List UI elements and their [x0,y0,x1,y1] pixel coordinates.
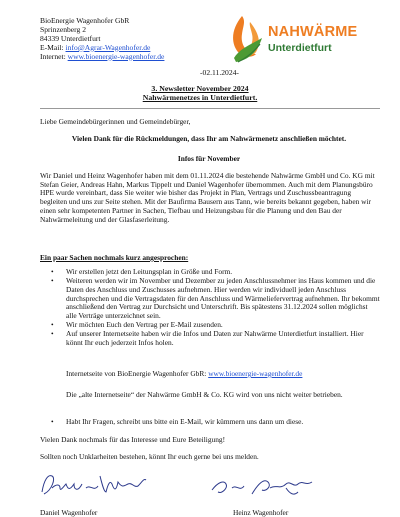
signature-name-heinz: Heinz Wagenhofer [233,508,289,517]
logo-brand-text: NAHWÄRME [268,24,358,40]
list-item: • Wir erstellen jetzt den Leitungsplan in Größe und Form. [40,268,380,277]
nahwaerme-logo [228,8,388,70]
website-link[interactable]: www.bioenergie-wagenhofer.de [67,51,165,61]
logo-place-text: Unterdietfurt [268,42,332,54]
sender-street: Sprinzenberg 2 [40,24,87,34]
newsletter-title-line1: 3. Newsletter November 2024 [151,84,249,93]
bullet-list [40,268,380,348]
old-site-note: Die „alte Internetseite“ der Nahwärme GmbH & Co. KG wird von uns nicht weiter betrieben. [66,390,343,399]
newsletter-title [0,85,400,103]
flame-icon [228,8,268,68]
sender-address [40,17,164,62]
list-item: • Auf unserer Internetseite haben wir die Infos und Daten zur Nahwärme Unterdietfurt installiert. Hier könnt Ihr euch jederzeit Infos holen. [40,330,380,347]
closing-thanks: Vielen Dank nochmals für das Interesse und Eure Beteiligung! [40,435,226,444]
sender-city: 84339 Unterdietfurt [40,33,101,43]
email-label: E-Mail: [40,42,64,52]
intro-paragraph: Wir Daniel und Heinz Wagenhofer haben mit dem 01.11.2024 die bestehende Nahwärme GmbH und Co. KG mit Stefan Geier, Andreas Hahn, Markus Tippelt und Daniel Wagenhofer übernommen. Auch mit dem Planungsbüro HPE wurde vereinbart, dass Sie weiter wie bisher das Projekt in Plan, Vertrags und Zuschussbeantragung begleiten und uns zur Seite stehen. Mit der Baufirma Bausern aus Tann, wie bereits bekannt gegeben, haben wir einen sehr kompetenten Partner in Sachen, Tiefbau und Heizungsbau für die Planung und den Bau der Nahwärmeleitung und der Glasfaserleitung. [40,171,375,224]
info-heading: Infos für November [177,154,241,163]
divider-line [40,108,380,109]
list-item: • Habt Ihr Fragen, schreibt uns bitte ein E-Mail, wir kümmern uns dann um diese. [40,418,380,427]
website-note [66,370,378,379]
website-note-label: Internetseite von BioEnergie Wagenhofer GbR: [66,369,207,378]
letter-date: -02.11.2024- [200,68,239,77]
sender-internet-line [40,53,164,62]
bullet-list-last [40,418,380,427]
salutation: Liebe Gemeindebürgerinnen und Gemeindebürger, [40,117,191,126]
list-item: • Wir möchten Euch den Vertrag per E-Mail zusenden. [40,321,380,330]
email-link[interactable]: info@Agrar-Wagenhofer.de [65,42,151,52]
internet-label: Internet: [40,51,66,61]
newsletter-title-line2: Nahwärmenetzes in Unterdietfurt. [142,92,258,102]
points-heading: Ein paar Sachen nochmals kurz angesprochen: [40,253,189,262]
signature-daniel [38,470,148,500]
sender-company: BioEnergie Wagenhofer GbR [40,16,130,25]
closing-contact: Sollten noch Unklarheiten bestehen, könnt Ihr euch gerne bei uns melden. [40,452,259,461]
list-item: • Weiteren werden wir im November und Dezember zu jeden Anschlussnehmer ins Haus kommen und die Daten des Anschluss und Zuschusses aufnehmen. Hier werden wir individuell jeden Anschluss durchsprechen und die Vertragsdaten für den Anschluss und Wärmeliefervertrag aufnehmen. Ihr bekommt anschließend den Vertrag zur Durchsicht und Unterschrift. Bis spätestens 31.12.2024 sollen möglichst alle Verträge unterzeichnet sein. [40,277,380,321]
website-note-link[interactable]: www.bioenergie-wagenhofer.de [208,369,303,378]
thanks-heading: Vielen Dank für die Rückmeldungen, dass Ihr am Nahwärmenetz anschließen möchtet. [71,134,347,143]
signature-heinz [208,470,318,500]
signature-name-daniel: Daniel Wagenhofer [40,508,98,517]
